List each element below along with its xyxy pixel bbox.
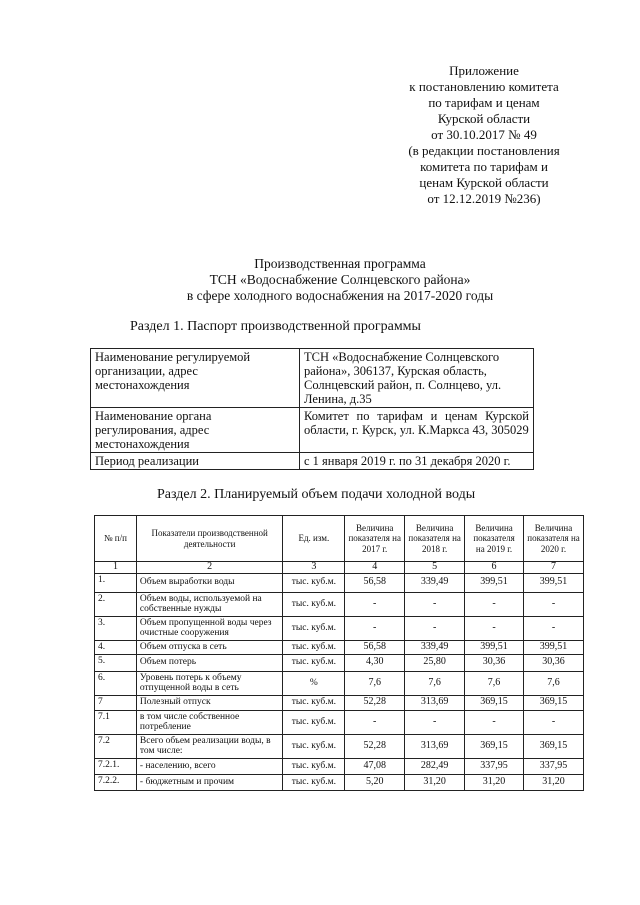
table-row [95,573,584,592]
value-2017: 5,20 [345,774,405,790]
row-indicator: Полезный отпуск [136,695,283,710]
value-2017: 52,28 [345,734,405,758]
row-unit: тыс. куб.м. [283,640,345,654]
table-row [95,734,584,758]
row-unit: тыс. куб.м. [283,774,345,790]
value-2018: - [405,710,465,734]
approval-line: от 30.10.2017 № 49 [431,127,537,142]
passport-row [91,349,534,408]
value-2017: 52,28 [345,695,405,710]
value-2020: 337,95 [524,758,584,774]
row-indicator: Объем отпуска в сеть [136,640,283,654]
value-2018: 339,49 [405,640,465,654]
title-line: ТСН «Водоснабжение Солнцевского района» [209,272,471,287]
row-unit: тыс. куб.м. [283,654,345,671]
row-indicator: Всего объем реализации воды, в том числе: [136,734,283,758]
approval-block [386,63,582,207]
row-indicator: в том числе собственное потребление [136,710,283,734]
table-row [95,592,584,616]
row-number: 6. [95,671,137,695]
approval-line: Приложение [449,63,519,78]
header-2020: Величина показателя на 2020 г. [524,516,584,562]
header-unit: Ед. изм. [283,516,345,562]
passport-table [90,348,534,470]
column-index: 4 [345,562,405,574]
header-2017: Величина показателя на 2017 г. [345,516,405,562]
header-indicator: Показатели производственной деятельности [136,516,283,562]
table-row [95,758,584,774]
value-2017: 56,58 [345,573,405,592]
value-2018: 313,69 [405,695,465,710]
row-unit: тыс. куб.м. [283,573,345,592]
value-2017: 4,30 [345,654,405,671]
row-indicator: Объем пропущенной воды через очистные сооружения [136,616,283,640]
row-indicator: - населению, всего [136,758,283,774]
document-title [100,256,580,304]
passport-key: Наименование органа регулирования, адрес местонахождения [91,408,300,453]
title-line: Производственная программа [254,256,426,271]
row-number: 7.2.1. [95,758,137,774]
table-row [95,774,584,790]
value-2018: - [405,592,465,616]
column-index: 6 [465,562,524,574]
table-row [95,654,584,671]
value-2020: 31,20 [524,774,584,790]
row-indicator: Объем потерь [136,654,283,671]
value-2019: 7,6 [465,671,524,695]
value-2017: - [345,616,405,640]
approval-line: от 12.12.2019 №236) [427,191,541,206]
value-2020: - [524,710,584,734]
approval-line: по тарифам и ценам [428,95,540,110]
approval-line: комитета по тарифам и [420,159,548,174]
passport-key: Наименование регулируемой организации, адрес местонахождения [91,349,300,408]
value-2019: - [465,616,524,640]
column-index: 2 [136,562,283,574]
water-volume-table [94,515,584,791]
value-2019: 30,36 [465,654,524,671]
row-number: 7 [95,695,137,710]
row-number: 4. [95,640,137,654]
row-number: 7.2.2. [95,774,137,790]
value-2020: 399,51 [524,573,584,592]
value-2020: 369,15 [524,695,584,710]
value-2020: 399,51 [524,640,584,654]
row-unit: тыс. куб.м. [283,710,345,734]
row-number: 5. [95,654,137,671]
row-indicator: - бюджетным и прочим [136,774,283,790]
value-2019: 337,95 [465,758,524,774]
value-2018: - [405,616,465,640]
table-row [95,640,584,654]
table-row [95,671,584,695]
row-unit: % [283,671,345,695]
row-number: 1. [95,573,137,592]
table-row [95,695,584,710]
passport-value: ТСН «Водоснабжение Солнцевского района», 306137, Курская область, Солнцевский район, п. Солнцево, ул. Ленина, д.35 [300,349,534,408]
passport-row [91,408,534,453]
value-2018: 7,6 [405,671,465,695]
passport-row [91,453,534,470]
row-number: 7.1 [95,710,137,734]
column-index: 3 [283,562,345,574]
row-unit: тыс. куб.м. [283,695,345,710]
value-2020: 369,15 [524,734,584,758]
value-2017: 47,08 [345,758,405,774]
value-2018: 25,80 [405,654,465,671]
value-2020: 7,6 [524,671,584,695]
row-unit: тыс. куб.м. [283,592,345,616]
approval-line: (в редакции постановления [408,143,560,158]
column-index: 5 [405,562,465,574]
passport-key: Период реализации [91,453,300,470]
value-2019: 369,15 [465,695,524,710]
value-2017: - [345,592,405,616]
column-index: 7 [524,562,584,574]
passport-value: с 1 января 2019 г. по 31 декабря 2020 г. [300,453,534,470]
row-number: 7.2 [95,734,137,758]
header-number: № п/п [95,516,137,562]
approval-line: ценам Курской области [419,175,549,190]
approval-line: Курской области [437,111,531,126]
passport-value: Комитет по тарифам и ценам Курской области, г. Курск, ул. К.Маркса 43, 305029 [300,408,534,453]
row-number: 3. [95,616,137,640]
column-index: 1 [95,562,137,574]
value-2017: - [345,710,405,734]
table-row [95,616,584,640]
header-2019: Величина показателя на 2019 г. [465,516,524,562]
row-unit: тыс. куб.м. [283,758,345,774]
value-2019: - [465,710,524,734]
row-indicator: Уровень потерь к объему отпущенной воды в сеть [136,671,283,695]
column-index-row [95,562,584,574]
table-row [95,710,584,734]
section-1-heading: Раздел 1. Паспорт производственной программы [130,319,421,334]
row-number: 2. [95,592,137,616]
value-2018: 282,49 [405,758,465,774]
header-2018: Величина показателя на 2018 г. [405,516,465,562]
value-2019: 399,51 [465,573,524,592]
value-2019: 369,15 [465,734,524,758]
value-2018: 31,20 [405,774,465,790]
value-2018: 313,69 [405,734,465,758]
title-line: в сфере холодного водоснабжения на 2017-2020 годы [186,288,494,303]
value-2018: 339,49 [405,573,465,592]
table-header-row [95,516,584,562]
value-2020: - [524,616,584,640]
value-2019: 399,51 [465,640,524,654]
approval-line: к постановлению комитета [409,79,559,94]
value-2019: 31,20 [465,774,524,790]
section-2-heading: Раздел 2. Планируемый объем подачи холодной воды [157,487,476,502]
row-unit: тыс. куб.м. [283,734,345,758]
value-2017: 56,58 [345,640,405,654]
value-2019: - [465,592,524,616]
row-indicator: Объем выработки воды [136,573,283,592]
value-2017: 7,6 [345,671,405,695]
row-unit: тыс. куб.м. [283,616,345,640]
value-2020: - [524,592,584,616]
value-2020: 30,36 [524,654,584,671]
row-indicator: Объем воды, используемой на собственные нужды [136,592,283,616]
